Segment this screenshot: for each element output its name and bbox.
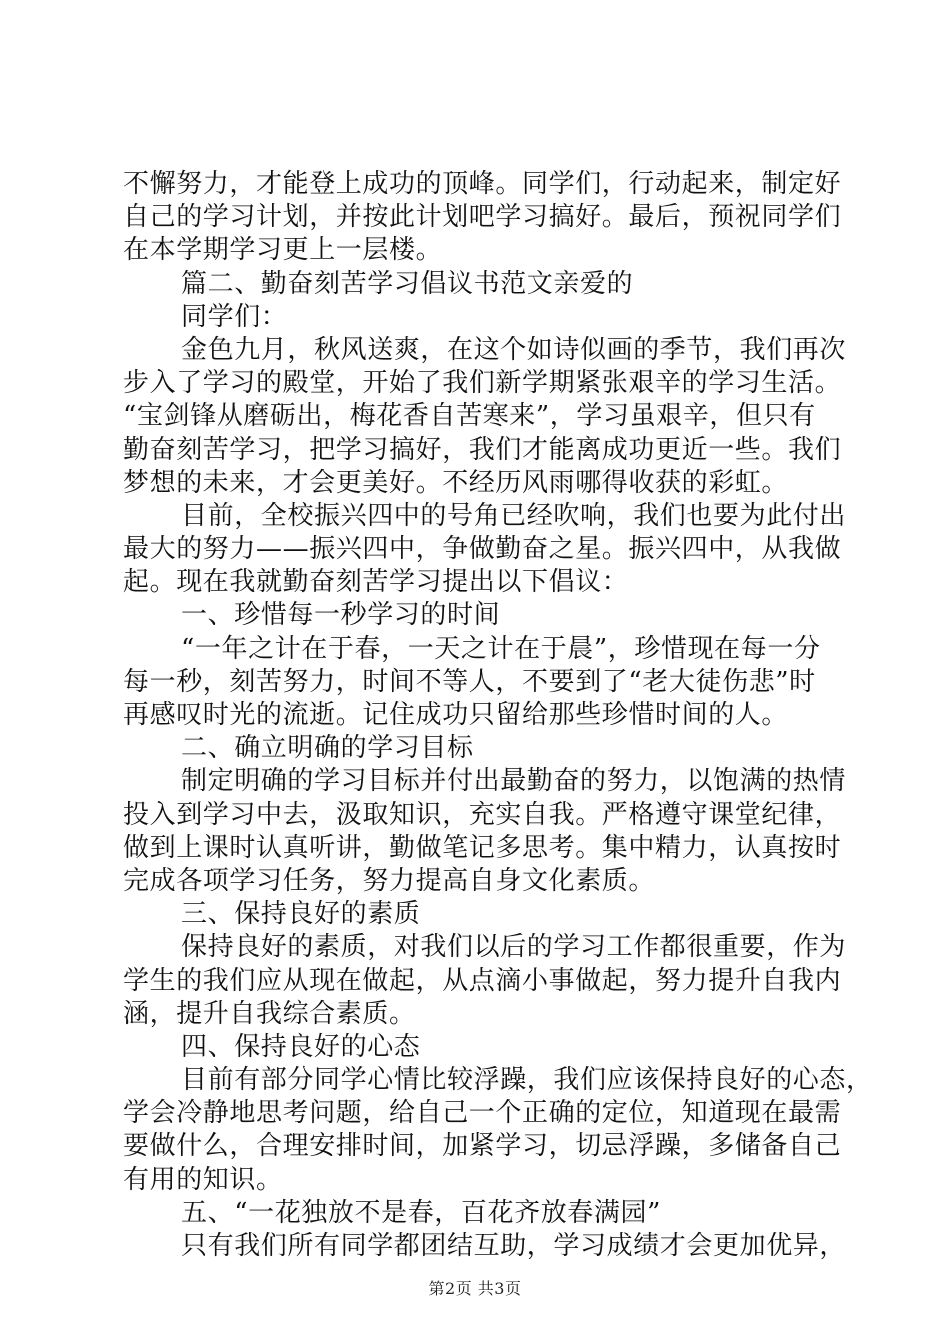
text-line: 二、确立明确的学习目标 <box>181 733 474 764</box>
text-line: 做到上课时认真听讲，勤做笔记多思考。集中精力，认真按时 <box>123 832 842 863</box>
text-line: 不懈努力，才能登上成功的顶峰。同学们，行动起来，制定好 <box>123 169 842 199</box>
text-line: 有用的知识。 <box>123 1164 283 1195</box>
text-line: 完成各项学习任务，努力提高自身文化素质。 <box>123 865 656 896</box>
text-line: 再感叹时光的流逝。记住成功只留给那些珍惜时间的人。 <box>123 700 789 730</box>
text-line: 目前有部分同学心情比较浮躁，我们应该保持良好的心态， <box>181 1065 873 1096</box>
text-line: 在本学期学习更上一层楼。 <box>123 235 443 266</box>
text-line: 一、珍惜每一秒学习的时间 <box>181 600 501 631</box>
text-line: 目前，全校振兴四中的号角已经吹响，我们也要为此付出 <box>181 500 847 531</box>
text-line: 梦想的未来，才会更美好。不经历风雨哪得收获的彩虹。 <box>123 467 789 498</box>
text-line: 每一秒，刻苦努力，时间不等人，不要到了“老大徒伤悲”时 <box>123 666 816 697</box>
text-line: 篇二、勤奋刻苦学习倡议书范文亲爱的 <box>181 268 634 299</box>
text-line: “宝剑锋从磨砺出，梅花香自苦寒来”，学习虽艰辛，但只有 <box>123 401 816 432</box>
text-line: 勤奋刻苦学习，把学习搞好，我们才能离成功更近一些。我们 <box>123 434 842 465</box>
text-line: 四、保持良好的心态 <box>181 1031 421 1062</box>
text-line: 制定明确的学习目标并付出最勤奋的努力，以饱满的热情 <box>181 766 847 797</box>
document-body <box>123 168 873 1263</box>
text-line: 保持良好的素质，对我们以后的学习工作都很重要，作为 <box>181 932 847 963</box>
text-line: 只有我们所有同学都团结互助，学习成绩才会更加优异， <box>181 1231 847 1261</box>
text-line: 同学们： <box>181 301 288 332</box>
text-line: 要做什么，合理安排时间，加紧学习，切忌浮躁，多储备自己 <box>123 1131 842 1162</box>
text-line: 起。现在我就勤奋刻苦学习提出以下倡议： <box>123 567 629 598</box>
text-line: “一年之计在于春，一天之计在于晨”，珍惜现在每一分 <box>181 633 821 664</box>
text-line: 金色九月，秋风送爽，在这个如诗似画的季节，我们再次 <box>181 334 847 365</box>
text-line: 自己的学习计划，并按此计划吧学习搞好。最后，预祝同学们 <box>123 202 842 233</box>
text-line: 步入了学习的殿堂，开始了我们新学期紧张艰辛的学习生活。 <box>123 368 842 399</box>
text-line: 学生的我们应从现在做起，从点滴小事做起，努力提升自我内 <box>123 965 842 996</box>
text-line: 最大的努力——振兴四中，争做勤奋之星。振兴四中，从我做 <box>123 534 842 565</box>
text-line: 五、“一花独放不是春，百花齐放春满园” <box>181 1197 661 1228</box>
text-line: 三、保持良好的素质 <box>181 899 421 930</box>
text-line: 学会冷静地思考问题，给自己一个正确的定位，知道现在最需 <box>123 1098 842 1129</box>
text-line: 涵，提升自我综合素质。 <box>123 998 416 1029</box>
text-line: 投入到学习中去，汲取知识，充实自我。严格遵守课堂纪律， <box>123 799 842 830</box>
page-footer: 第2页 共3页 <box>428 1279 522 1298</box>
